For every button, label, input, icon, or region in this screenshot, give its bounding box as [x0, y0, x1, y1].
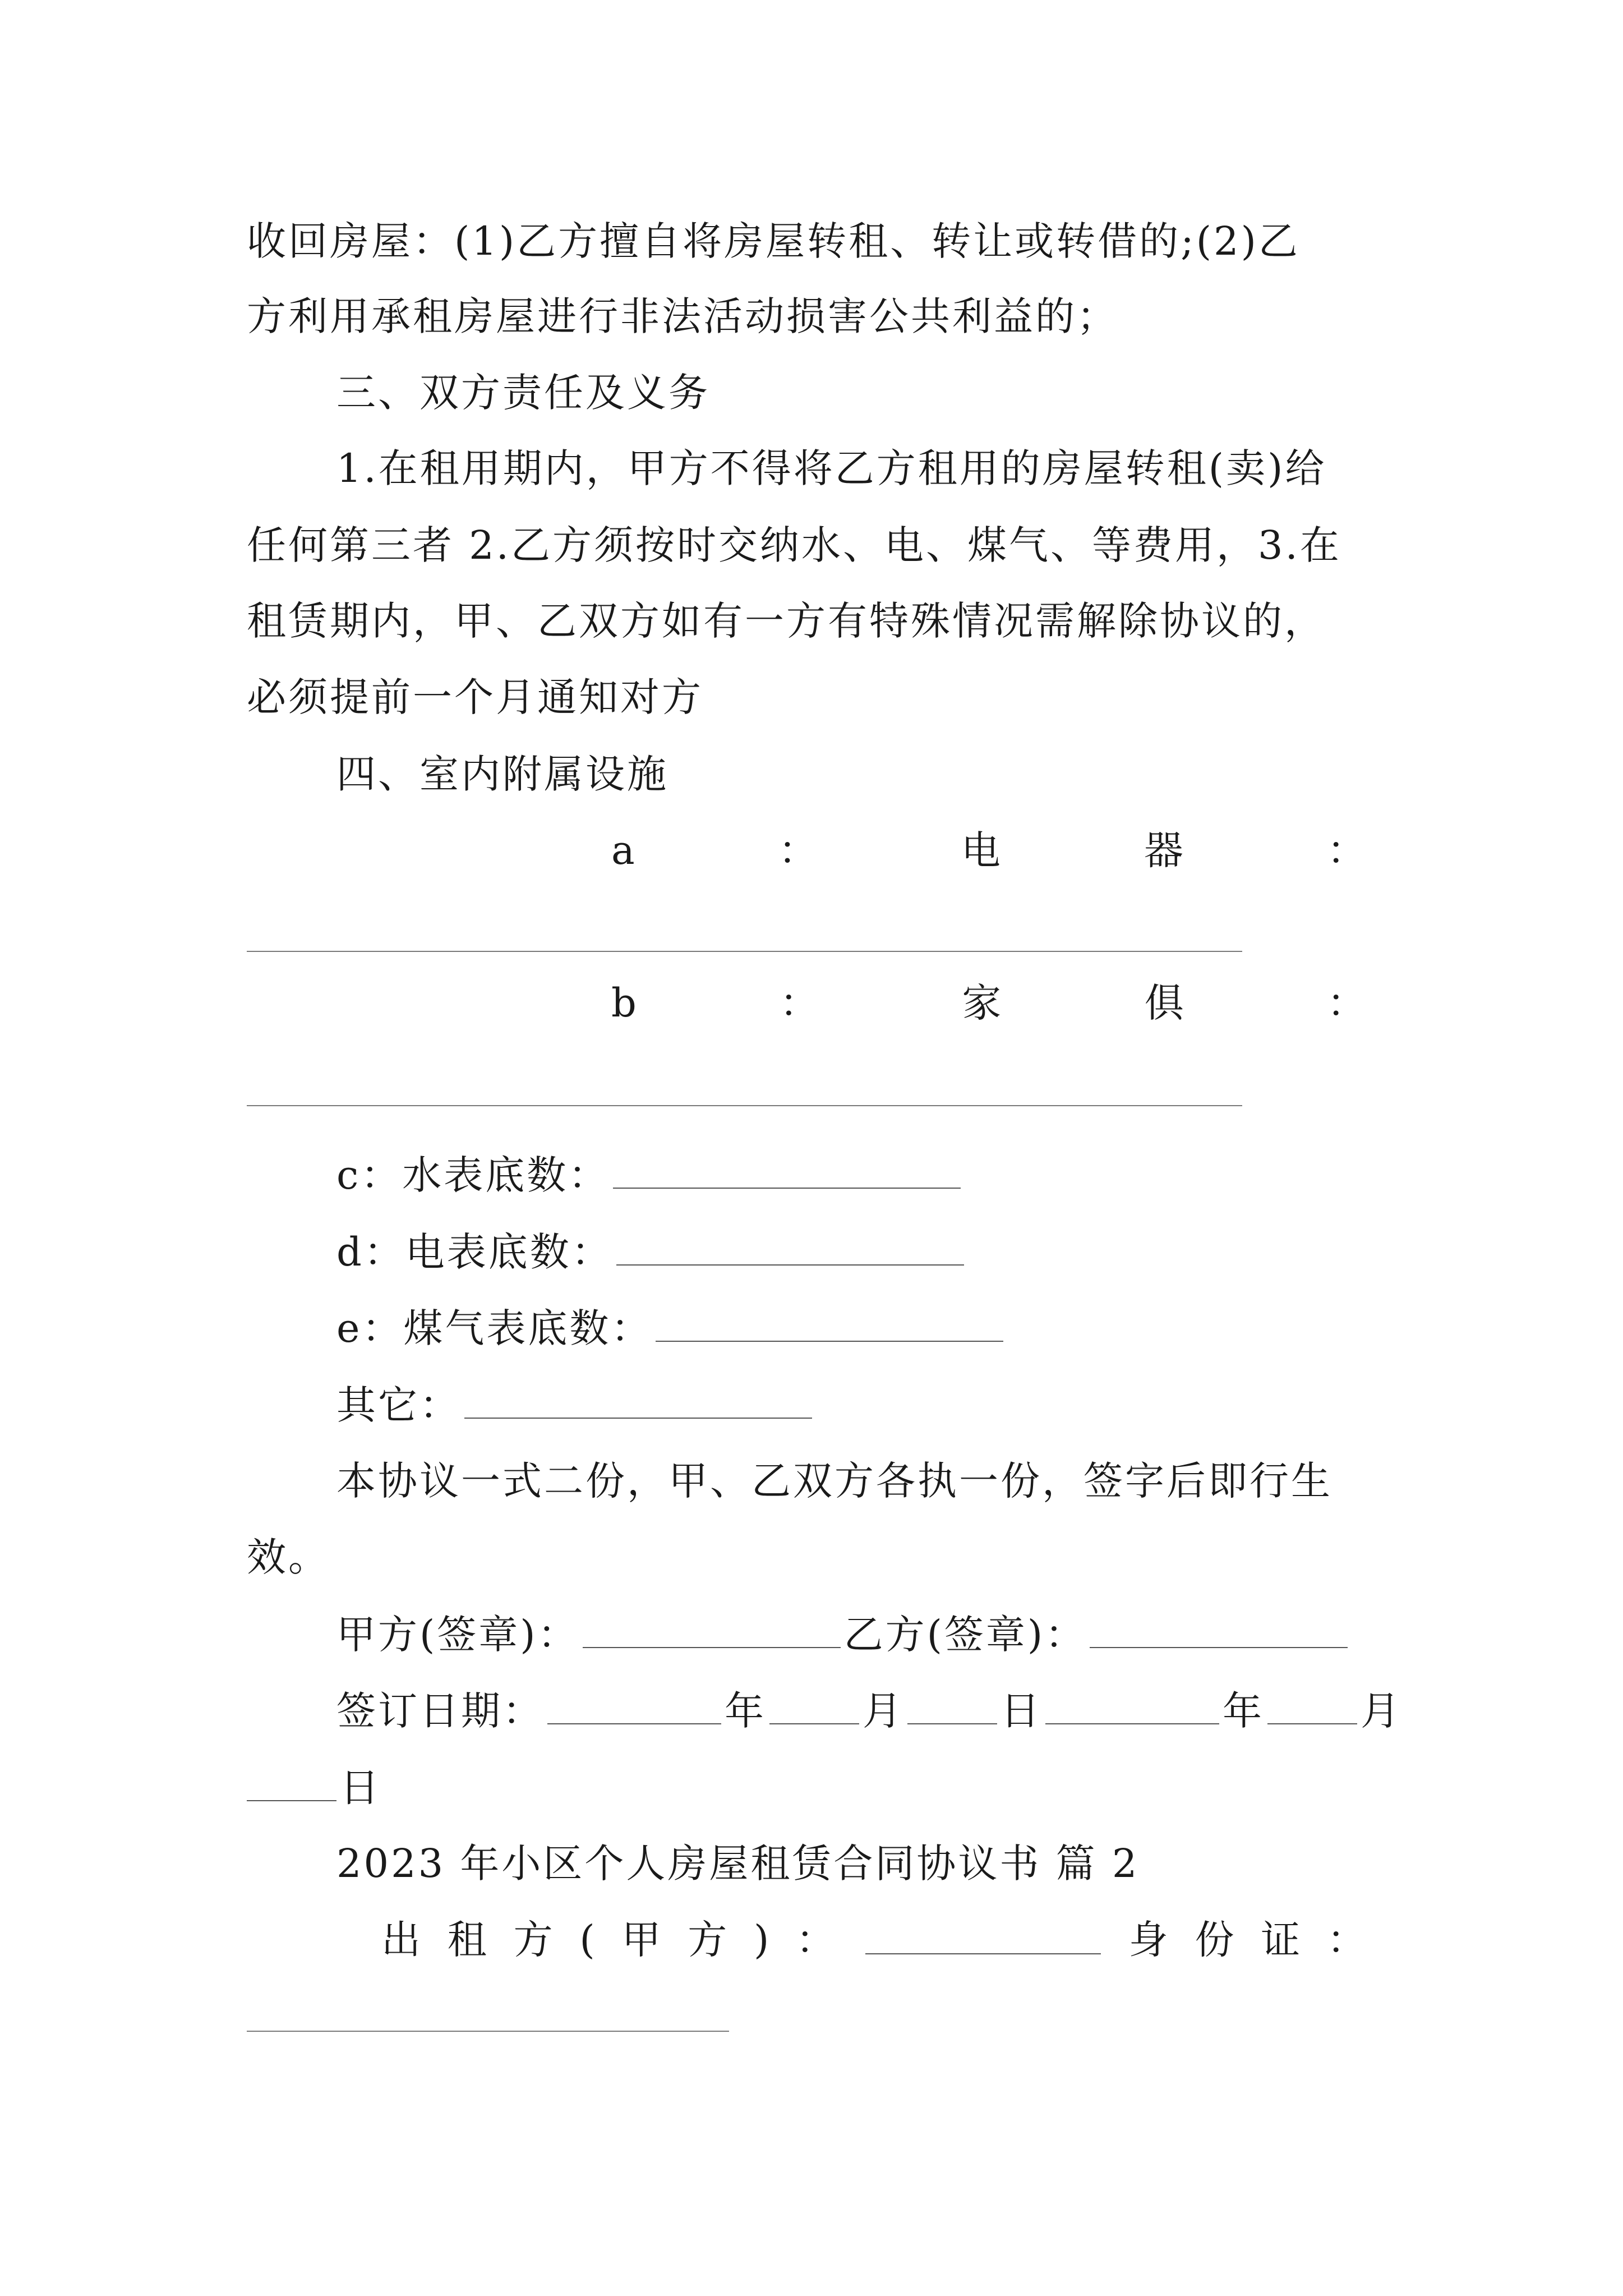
- facility-b-letter: b: [611, 980, 639, 1026]
- text-line-1: 收回房屋：(1)乙方擅自将房屋转租、转让或转借的;(2)乙: [247, 218, 1300, 264]
- facility-a-colon: ：: [778, 827, 820, 873]
- lessor-char-6: 方: [688, 1917, 730, 1963]
- other-row: [336, 1376, 1391, 1433]
- section-heading-3: 三、双方责任及义务: [336, 370, 710, 416]
- date-a-month-blank: [769, 1682, 859, 1724]
- sign-date-label: 签订日期：: [336, 1688, 544, 1734]
- copies-clause: 本协议一式二份，甲、乙双方各执一份，签字后即行生: [336, 1458, 1332, 1504]
- facility-a-word-2: 器: [1144, 827, 1186, 873]
- text-line-2: 方利用承租房屋进行非法活动损害公共利益的；: [247, 293, 1118, 339]
- lessor-name-blank: [865, 1912, 1101, 1954]
- signature-row: [336, 1605, 1391, 1663]
- water-meter-blank: [613, 1146, 961, 1189]
- copies-clause-end: 效。: [247, 1534, 330, 1580]
- sign-date-row-cont: [247, 1759, 1391, 1816]
- lessor-char-5: 甲: [621, 1917, 663, 1963]
- facility-b-colon-end: ：: [1327, 980, 1368, 1026]
- facility-a-colon-end: ：: [1326, 827, 1368, 873]
- id-char-1: 身: [1128, 1917, 1170, 1963]
- gas-meter-blank: [656, 1299, 1003, 1342]
- section-2-title: 2023 年小区个人房屋租赁合同协议书 篇 2: [336, 1841, 1140, 1887]
- date-a-day: 日: [1000, 1688, 1042, 1734]
- facility-b-blank: [247, 1105, 1242, 1106]
- date-b-month-blank: [1267, 1682, 1357, 1724]
- party-a-sign-label: 甲方(签章)：: [336, 1612, 579, 1658]
- facility-a-row: [611, 822, 1368, 878]
- lessor-char-8: ：: [796, 1917, 838, 1963]
- party-b-sign-label: 乙方(签章)：: [843, 1612, 1087, 1658]
- party-b-sign-blank: [1090, 1605, 1348, 1648]
- gas-meter-label: e：煤气表底数：: [336, 1305, 653, 1351]
- electric-meter-row: [336, 1223, 1391, 1280]
- lessor-char-3: 方: [513, 1917, 555, 1963]
- facility-a-blank: [247, 951, 1242, 952]
- other-blank: [464, 1376, 812, 1419]
- date-a-year-blank: [547, 1682, 721, 1724]
- date-b-year: 年: [1223, 1688, 1264, 1734]
- facility-a-word-1: 电: [961, 827, 1003, 873]
- date-b-day-blank: [247, 1759, 336, 1801]
- facility-a-letter: a: [611, 827, 637, 873]
- id-char-2: 份: [1195, 1917, 1237, 1963]
- text-line-5: 任何第三者 2.乙方须按时交纳水、电、煤气、等费用，3.在: [247, 522, 1341, 568]
- lessor-char-4: (: [579, 1917, 597, 1963]
- facility-b-row: [611, 975, 1368, 1031]
- water-meter-row: [336, 1146, 1391, 1203]
- electric-meter-blank: [616, 1223, 964, 1266]
- electric-meter-label: d：电表底数：: [336, 1229, 613, 1275]
- date-a-month: 月: [863, 1688, 904, 1734]
- text-line-4: 1.在租用期内，甲方不得将乙方租用的房屋转租(卖)给: [336, 445, 1327, 491]
- water-meter-label: c：水表底数：: [336, 1152, 610, 1198]
- date-a-day-blank: [907, 1682, 997, 1724]
- sign-date-row: [336, 1682, 1402, 1739]
- facility-b-word-2: 俱: [1144, 980, 1186, 1026]
- gas-meter-row: [336, 1299, 1391, 1356]
- section-heading-4: 四、室内附属设施: [336, 751, 668, 797]
- other-label: 其它：: [336, 1382, 461, 1428]
- lessor-char-2: 租: [447, 1917, 489, 1963]
- date-b-month: 月: [1361, 1688, 1402, 1734]
- id-char-3: 证: [1261, 1917, 1303, 1963]
- text-line-6: 租赁期内，甲、乙双方如有一方有特殊情况需解除协议的，: [247, 598, 1326, 644]
- text-line-7: 必须提前一个月通知对方: [247, 674, 703, 720]
- id-colon: ：: [1327, 1917, 1368, 1963]
- date-b-day: 日: [340, 1765, 381, 1811]
- date-b-year-blank: [1045, 1682, 1219, 1724]
- lessor-row: [381, 1912, 1368, 1968]
- id-number-blank: [247, 2031, 729, 2032]
- facility-b-colon: ：: [780, 980, 822, 1026]
- facility-b-word-1: 家: [962, 980, 1004, 1026]
- lessor-char-1: 出: [381, 1917, 423, 1963]
- lessor-char-7: ): [754, 1917, 772, 1963]
- party-a-sign-blank: [583, 1605, 841, 1648]
- date-a-year: 年: [725, 1688, 766, 1734]
